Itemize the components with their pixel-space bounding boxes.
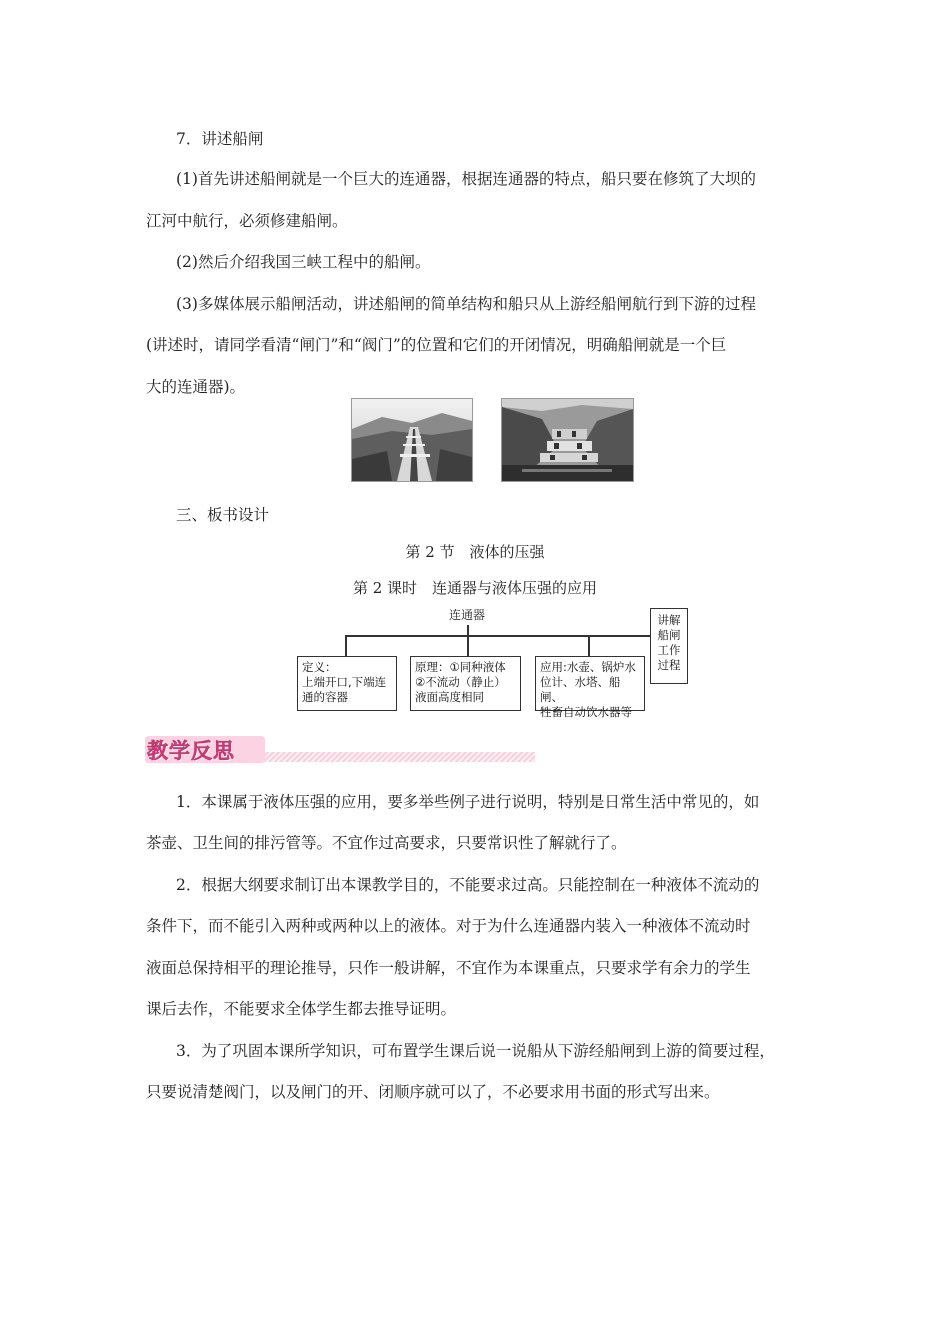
diagram-box-application	[535, 656, 645, 719]
reflection-banner-title: 教学反思	[147, 739, 235, 763]
section-title: 7．讲述船闸	[176, 130, 264, 148]
box-application-line-2: 位计、水塔、船闸、	[540, 675, 621, 704]
paragraph-2: (2)然后介绍我国三峡工程中的船闸。	[176, 253, 431, 271]
ship-lock-photo-1	[351, 398, 473, 482]
diagram-box-ship-lock	[650, 608, 688, 684]
diagram-box-definition	[297, 656, 397, 711]
diagram-connector-2	[467, 635, 469, 656]
ship-lock-photo-2	[501, 398, 634, 482]
box-application-line-1: 应用:水壶、锅炉水	[540, 660, 636, 674]
reflection-banner	[143, 734, 535, 764]
reflection-item-3-line-1: 3．为了巩固本课所学知识，可布置学生课后说一说船从下游经船闸到上游的简要过程，	[176, 1042, 775, 1060]
box-definition-line-3: 通的容器	[302, 690, 348, 704]
box-application-line-3: 牲畜自动饮水器等	[540, 705, 632, 719]
reflection-item-1-line-1: 1．本课属于液体压强的应用，要多举些例子进行说明，特别是日常生活中常见的，如	[176, 793, 760, 811]
diagram-horizontal-connector	[345, 635, 650, 637]
reflection-item-1-line-2: 茶壶、卫生间的排污管等。不宜作过高要求，只要常识性了解就行了。	[146, 834, 627, 852]
diagram-root-label: 连通器	[449, 608, 486, 622]
box-principle-line-1: 原理：①同种液体	[415, 660, 506, 674]
reflection-item-2-line-1: 2．根据大纲要求制订出本课教学目的，不能要求过高。只能控制在一种液体不流动的	[176, 876, 760, 894]
box-ship-lock-text: 讲解船闸工作过程	[657, 613, 681, 672]
diagram-connector-3	[588, 635, 590, 656]
paragraph-1-line-2: 江河中航行，必须修建船闸。	[146, 212, 348, 230]
box-definition-line-2: 上端开口,下端连	[302, 675, 387, 689]
reflection-item-2-line-4: 课后去作，不能要求全体学生都去推导证明。	[146, 1000, 457, 1018]
board-design-heading: 三、板书设计	[176, 506, 270, 524]
paragraph-3-line-2: (讲述时，请同学看清“闸门”和“阀门”的位置和它们的开闭情况，明确船闸就是一个巨	[146, 336, 727, 354]
paragraph-3-line-1: (3)多媒体展示船闸活动，讲述船闸的简单结构和船只从上游经船闸航行到下游的过程	[176, 295, 756, 313]
box-definition-line-1: 定义：	[302, 660, 337, 674]
reflection-item-2-line-3: 液面总保持相平的理论推导，只作一般讲解，不宜作为本课重点，只要求学有余力的学生	[146, 959, 751, 977]
box-principle-line-3: 液面高度相同	[415, 690, 484, 704]
diagram-box-principle	[410, 656, 521, 711]
box-principle-line-2: ②不流动（静止）	[415, 675, 506, 689]
paragraph-1-line-1: (1)首先讲述船闸就是一个巨大的连通器，根据连通器的特点，船只要在修筑了大坝的	[176, 170, 756, 188]
reflection-item-3-line-2: 只要说清楚阀门，以及闸门的开、闭顺序就可以了，不必要求用书面的形式写出来。	[146, 1083, 720, 1101]
board-title-2: 第 2 课时 连通器与液体压强的应用	[352, 579, 598, 597]
board-title-1: 第 2 节 液体的压强	[405, 543, 545, 561]
reflection-item-2-line-2: 条件下，而不能引入两种或两种以上的液体。对于为什么连通器内装入一种液体不流动时	[146, 917, 751, 935]
paragraph-3-line-3: 大的连通器)。	[146, 378, 246, 396]
diagram-connector-1	[345, 635, 347, 656]
